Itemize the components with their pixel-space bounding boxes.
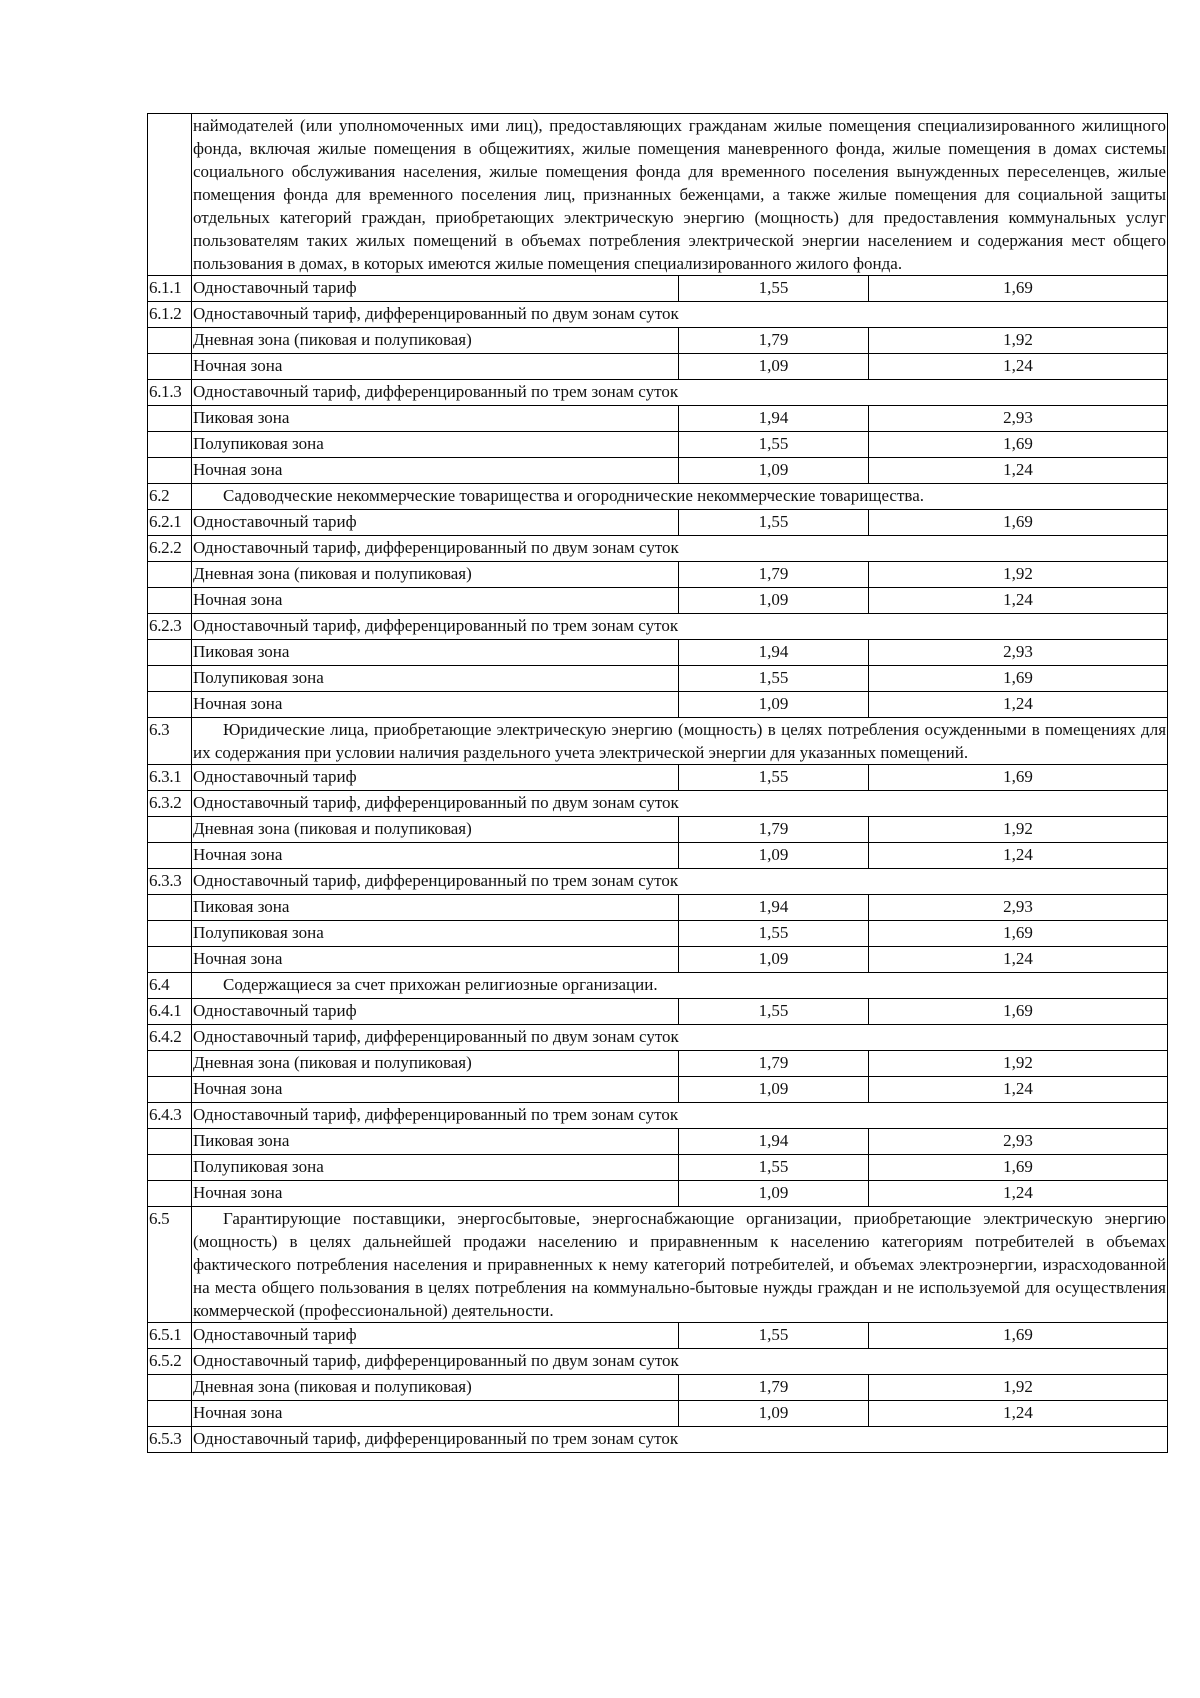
tariff-name: Одноставочный тариф, дифференцированный по двум зонам суток bbox=[192, 302, 1168, 328]
tariff-value-1: 1,09 bbox=[679, 588, 869, 614]
tariff-value-2: 1,24 bbox=[869, 1401, 1168, 1427]
section-header-row bbox=[148, 718, 1168, 765]
tariff-name: Одноставочный тариф bbox=[192, 276, 679, 302]
tariff-value-1: 1,94 bbox=[679, 895, 869, 921]
zone-name: Полупиковая зона bbox=[192, 921, 679, 947]
table-row bbox=[148, 895, 1168, 921]
row-number: 6.1.3 bbox=[148, 380, 192, 406]
tariff-value-1: 1,79 bbox=[679, 562, 869, 588]
section-header-row bbox=[148, 484, 1168, 510]
tariff-value-2: 1,24 bbox=[869, 458, 1168, 484]
tariff-value-1: 1,55 bbox=[679, 1323, 869, 1349]
tariff-value-1: 1,55 bbox=[679, 765, 869, 791]
table-row bbox=[148, 843, 1168, 869]
tariff-name: Одноставочный тариф, дифференцированный по двум зонам суток bbox=[192, 536, 1168, 562]
table-row bbox=[148, 380, 1168, 406]
table-row bbox=[148, 536, 1168, 562]
zone-name: Пиковая зона bbox=[192, 406, 679, 432]
row-number: 6.3.2 bbox=[148, 791, 192, 817]
tariff-value-1: 1,94 bbox=[679, 406, 869, 432]
table-row bbox=[148, 999, 1168, 1025]
intro-num-cell bbox=[148, 114, 192, 276]
table-row bbox=[148, 1051, 1168, 1077]
table-row bbox=[148, 1181, 1168, 1207]
zone-name: Дневная зона (пиковая и полупиковая) bbox=[192, 1051, 679, 1077]
table-row bbox=[148, 614, 1168, 640]
tariff-value-2: 2,93 bbox=[869, 406, 1168, 432]
tariff-name: Одноставочный тариф, дифференцированный по двум зонам суток bbox=[192, 1349, 1168, 1375]
table-row bbox=[148, 1427, 1168, 1453]
table-row bbox=[148, 562, 1168, 588]
zone-name: Полупиковая зона bbox=[192, 666, 679, 692]
intro-text: наймодателей (или уполномоченных ими лиц), предоставляющих гражданам жилые помещения специализированного жилищного фонда, включая жилые помещения в общежитиях, жилые помещения маневренного фонда, жилые помещения в домах системы социального обслуживания населения, жилые помещения фонда для временного поселения вынужденных переселенцев, жилые помещения фонда для временного поселения лиц, признанных беженцами, а также жилые помещения для социальной защиты отдельных категорий граждан, приобретающих электрическую энергию (мощность) для предоставления коммунальных услуг пользователям таких жилых помещений в объемах потребления электрической энергии населением и содержания мест общего пользования в домах, в которых имеются жилые помещения специализированного жилого фонда. bbox=[192, 114, 1168, 276]
tariff-value-2: 2,93 bbox=[869, 1129, 1168, 1155]
table-row bbox=[148, 1103, 1168, 1129]
table-row bbox=[148, 1155, 1168, 1181]
table-row bbox=[148, 640, 1168, 666]
row-number: 6.5.2 bbox=[148, 1349, 192, 1375]
tariff-value-2: 1,69 bbox=[869, 432, 1168, 458]
table-row bbox=[148, 921, 1168, 947]
table-row bbox=[148, 1129, 1168, 1155]
zone-name: Пиковая зона bbox=[192, 640, 679, 666]
tariff-name: Одноставочный тариф, дифференцированный по двум зонам суток bbox=[192, 791, 1168, 817]
table-row bbox=[148, 302, 1168, 328]
zone-name: Дневная зона (пиковая и полупиковая) bbox=[192, 1375, 679, 1401]
tariff-value-2: 1,92 bbox=[869, 328, 1168, 354]
section-title: Садоводческие некоммерческие товарищества и огороднические некоммерческие товарищества. bbox=[192, 484, 1168, 510]
table-row bbox=[148, 328, 1168, 354]
section-number: 6.2 bbox=[148, 484, 192, 510]
tariff-name: Одноставочный тариф, дифференцированный по трем зонам суток bbox=[192, 1103, 1168, 1129]
tariff-value-2: 1,92 bbox=[869, 562, 1168, 588]
tariff-value-2: 1,69 bbox=[869, 999, 1168, 1025]
row-number: 6.4.2 bbox=[148, 1025, 192, 1051]
tariff-value-1: 1,94 bbox=[679, 1129, 869, 1155]
tariff-value-2: 1,69 bbox=[869, 510, 1168, 536]
tariff-table bbox=[147, 113, 1168, 1453]
zone-name: Полупиковая зона bbox=[192, 1155, 679, 1181]
row-number: 6.2.2 bbox=[148, 536, 192, 562]
tariff-value-1: 1,09 bbox=[679, 458, 869, 484]
tariff-value-1: 1,55 bbox=[679, 921, 869, 947]
tariff-value-2: 1,24 bbox=[869, 1181, 1168, 1207]
zone-name: Ночная зона bbox=[192, 1181, 679, 1207]
tariff-name: Одноставочный тариф bbox=[192, 510, 679, 536]
tariff-value-1: 1,79 bbox=[679, 817, 869, 843]
tariff-value-2: 1,69 bbox=[869, 1155, 1168, 1181]
tariff-name: Одноставочный тариф, дифференцированный по трем зонам суток bbox=[192, 380, 1168, 406]
table-row bbox=[148, 817, 1168, 843]
tariff-value-2: 1,92 bbox=[869, 1375, 1168, 1401]
table-row bbox=[148, 869, 1168, 895]
tariff-value-2: 2,93 bbox=[869, 895, 1168, 921]
tariff-name: Одноставочный тариф, дифференцированный по трем зонам суток bbox=[192, 869, 1168, 895]
tariff-value-2: 2,93 bbox=[869, 640, 1168, 666]
tariff-value-1: 1,55 bbox=[679, 999, 869, 1025]
tariff-value-2: 1,24 bbox=[869, 692, 1168, 718]
tariff-value-1: 1,79 bbox=[679, 1375, 869, 1401]
tariff-value-1: 1,09 bbox=[679, 947, 869, 973]
zone-name: Ночная зона bbox=[192, 1077, 679, 1103]
table-row bbox=[148, 947, 1168, 973]
tariff-value-2: 1,24 bbox=[869, 1077, 1168, 1103]
zone-name: Пиковая зона bbox=[192, 1129, 679, 1155]
table-row bbox=[148, 1077, 1168, 1103]
section-title: Гарантирующие поставщики, энергосбытовые, энергоснабжающие организации, приобретающие электрическую энергию (мощность) в целях дальнейшей продажи населению и приравненным к населению категориям потребителей в объемах фактического потребления населения и приравненных к нему категорий потребителей, и объемах электроэнергии, израсходованной на места общего пользования в целях потребления на коммунально-бытовые нужды граждан и не используемой для осуществления коммерческой (профессиональной) деятельности. bbox=[192, 1207, 1168, 1323]
intro-row bbox=[148, 114, 1168, 276]
tariff-name: Одноставочный тариф bbox=[192, 999, 679, 1025]
tariff-value-1: 1,79 bbox=[679, 328, 869, 354]
zone-name: Ночная зона bbox=[192, 692, 679, 718]
table-row bbox=[148, 1025, 1168, 1051]
zone-name: Дневная зона (пиковая и полупиковая) bbox=[192, 562, 679, 588]
zone-name: Ночная зона bbox=[192, 588, 679, 614]
row-number: 6.4.3 bbox=[148, 1103, 192, 1129]
tariff-value-1: 1,94 bbox=[679, 640, 869, 666]
table-row bbox=[148, 1323, 1168, 1349]
tariff-value-1: 1,09 bbox=[679, 1077, 869, 1103]
tariff-value-2: 1,69 bbox=[869, 1323, 1168, 1349]
table-row bbox=[148, 406, 1168, 432]
section-header-row bbox=[148, 1207, 1168, 1323]
row-number: 6.1.1 bbox=[148, 276, 192, 302]
tariff-value-2: 1,69 bbox=[869, 921, 1168, 947]
zone-name: Ночная зона bbox=[192, 458, 679, 484]
table-row bbox=[148, 666, 1168, 692]
tariff-value-2: 1,24 bbox=[869, 947, 1168, 973]
row-number: 6.3.3 bbox=[148, 869, 192, 895]
tariff-name: Одноставочный тариф, дифференцированный по двум зонам суток bbox=[192, 1025, 1168, 1051]
table-row bbox=[148, 1375, 1168, 1401]
tariff-value-1: 1,09 bbox=[679, 354, 869, 380]
section-number: 6.5 bbox=[148, 1207, 192, 1323]
tariff-value-2: 1,92 bbox=[869, 817, 1168, 843]
tariff-value-1: 1,09 bbox=[679, 1181, 869, 1207]
tariff-value-2: 1,24 bbox=[869, 354, 1168, 380]
row-number: 6.2.3 bbox=[148, 614, 192, 640]
row-number: 6.5.3 bbox=[148, 1427, 192, 1453]
tariff-value-1: 1,09 bbox=[679, 692, 869, 718]
section-number: 6.4 bbox=[148, 973, 192, 999]
tariff-name: Одноставочный тариф bbox=[192, 765, 679, 791]
row-number: 6.3.1 bbox=[148, 765, 192, 791]
table-row bbox=[148, 276, 1168, 302]
tariff-value-2: 1,92 bbox=[869, 1051, 1168, 1077]
row-number: 6.1.2 bbox=[148, 302, 192, 328]
zone-name: Ночная зона bbox=[192, 947, 679, 973]
table-row bbox=[148, 354, 1168, 380]
zone-name: Дневная зона (пиковая и полупиковая) bbox=[192, 817, 679, 843]
tariff-value-2: 1,69 bbox=[869, 666, 1168, 692]
tariff-name: Одноставочный тариф, дифференцированный по трем зонам суток bbox=[192, 1427, 1168, 1453]
table-row bbox=[148, 458, 1168, 484]
table-row bbox=[148, 588, 1168, 614]
zone-name: Пиковая зона bbox=[192, 895, 679, 921]
tariff-value-2: 1,24 bbox=[869, 588, 1168, 614]
row-number: 6.5.1 bbox=[148, 1323, 192, 1349]
tariff-value-2: 1,69 bbox=[869, 765, 1168, 791]
zone-name: Ночная зона bbox=[192, 354, 679, 380]
document-page bbox=[147, 113, 1167, 1453]
zone-name: Ночная зона bbox=[192, 1401, 679, 1427]
tariff-value-2: 1,69 bbox=[869, 276, 1168, 302]
tariff-name: Одноставочный тариф bbox=[192, 1323, 679, 1349]
tariff-value-1: 1,09 bbox=[679, 1401, 869, 1427]
zone-name: Ночная зона bbox=[192, 843, 679, 869]
tariff-value-1: 1,55 bbox=[679, 666, 869, 692]
table-row bbox=[148, 1401, 1168, 1427]
section-number: 6.3 bbox=[148, 718, 192, 765]
tariff-name: Одноставочный тариф, дифференцированный по трем зонам суток bbox=[192, 614, 1168, 640]
zone-name: Полупиковая зона bbox=[192, 432, 679, 458]
table-row bbox=[148, 510, 1168, 536]
row-number: 6.2.1 bbox=[148, 510, 192, 536]
table-row bbox=[148, 1349, 1168, 1375]
tariff-value-1: 1,79 bbox=[679, 1051, 869, 1077]
table-row bbox=[148, 791, 1168, 817]
tariff-value-2: 1,24 bbox=[869, 843, 1168, 869]
tariff-value-1: 1,55 bbox=[679, 1155, 869, 1181]
row-number: 6.4.1 bbox=[148, 999, 192, 1025]
table-row bbox=[148, 692, 1168, 718]
section-title: Юридические лица, приобретающие электрическую энергию (мощность) в целях потребления осужденными в помещениях для их содержания при условии наличия раздельного учета электрической энергии для указанных помещений. bbox=[192, 718, 1168, 765]
tariff-value-1: 1,55 bbox=[679, 432, 869, 458]
tariff-value-1: 1,55 bbox=[679, 510, 869, 536]
tariff-value-1: 1,09 bbox=[679, 843, 869, 869]
table-row bbox=[148, 432, 1168, 458]
zone-name: Дневная зона (пиковая и полупиковая) bbox=[192, 328, 679, 354]
table-row bbox=[148, 765, 1168, 791]
section-header-row bbox=[148, 973, 1168, 999]
tariff-value-1: 1,55 bbox=[679, 276, 869, 302]
section-title: Содержащиеся за счет прихожан религиозные организации. bbox=[192, 973, 1168, 999]
